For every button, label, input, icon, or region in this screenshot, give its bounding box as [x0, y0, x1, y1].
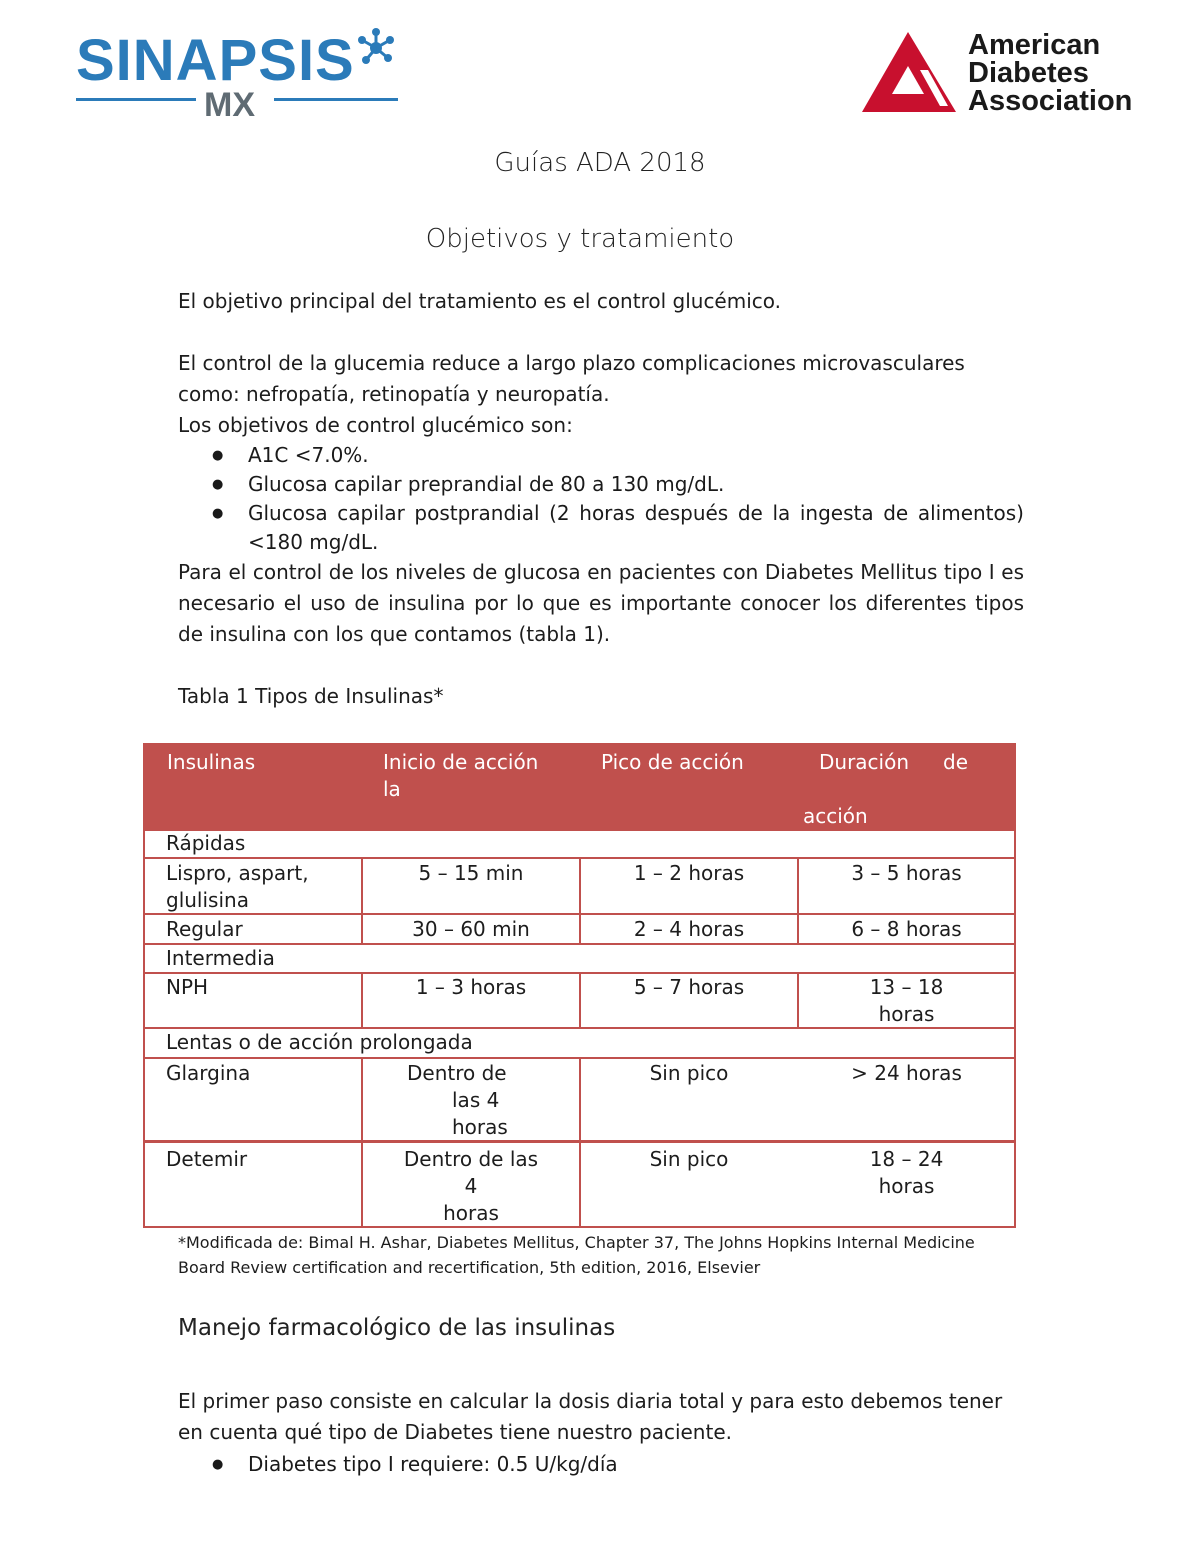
table-cell: Detemir — [166, 1147, 248, 1171]
sinapsis-logo-sub: MX — [204, 86, 255, 122]
table-caption: Tabla 1 Tipos de Insulinas* — [178, 684, 444, 708]
table-cell: Regular — [166, 917, 243, 941]
paragraph: Los objetivos de control glucémico son: — [178, 413, 573, 437]
sinapsis-mx-logo — [76, 18, 406, 122]
section-intermedia: Intermedia — [166, 946, 275, 970]
paragraph: en cuenta qué tipo de Diabetes tiene nuestro paciente. — [178, 1420, 732, 1444]
ada-logo — [862, 30, 1162, 114]
sinapsis-logo-name: SINAPSIS — [76, 28, 355, 93]
svg-text:Association: Association — [968, 85, 1133, 114]
table-cell: Glargina — [166, 1061, 251, 1085]
svg-text:Diabetes: Diabetes — [968, 57, 1089, 89]
table-cell: 1 – 3 horas — [415, 975, 527, 999]
table-cell: 13 – 18 — [869, 975, 944, 999]
footnote-line: Board Review certification and recertification, 5th edition, 2016, Elsevier — [178, 1258, 761, 1277]
table-cell: horas — [878, 1002, 935, 1026]
header-duracion: Duración — [819, 750, 910, 774]
list-item: ● A1C <7.0%. — [212, 441, 1024, 470]
paragraph: El objetivo principal del tratamiento es el control glucémico. — [178, 289, 782, 313]
page-title: Guías ADA 2018 — [494, 148, 706, 178]
sinapsis-star-icon — [358, 28, 394, 64]
table-cell: Sin pico — [649, 1147, 729, 1171]
paragraph: como: nefropatía, retinopatía y neuropatía. — [178, 382, 610, 406]
table-cell: 5 – 15 min — [418, 861, 524, 885]
page-subtitle: Objetivos y tratamiento — [425, 224, 735, 254]
table-cell: 2 – 4 horas — [633, 917, 745, 941]
table-cell: 3 – 5 horas — [851, 861, 962, 885]
table-cell: las 4 — [452, 1088, 500, 1112]
svg-text:American: American — [968, 30, 1101, 61]
table-cell: 30 – 60 min — [412, 917, 530, 941]
table-cell: 18 – 24 — [869, 1147, 944, 1171]
table-cell: horas — [878, 1174, 935, 1198]
header-pico: Pico de acción — [601, 750, 744, 774]
header-duracion-accion: acción — [803, 804, 868, 828]
dosing-list — [212, 1450, 1024, 1479]
insulin-table — [143, 743, 1016, 1228]
table-footnote — [178, 1230, 1024, 1280]
header-inicio: Inicio de acción — [383, 750, 539, 774]
footnote-line: *Modificada de: Bimal H. Ashar, Diabetes Mellitus, Chapter 37, The Johns Hopkins Internal Medicine — [178, 1233, 975, 1252]
section-heading: Manejo farmacológico de las insulinas — [178, 1315, 616, 1341]
table-cell: 5 – 7 horas — [633, 975, 745, 999]
ada-triangle-icon — [862, 32, 956, 112]
list-item: ● Glucosa capilar postprandial (2 horas después de la ingesta de alimentos) <180 mg/dL. — [212, 499, 1024, 557]
header-inicio-2: la — [383, 777, 401, 801]
paragraph: El primer paso consiste en calcular la dosis diaria total y para esto debemos tener — [178, 1389, 1003, 1413]
table-cell: Dentro de las — [403, 1147, 539, 1171]
section-rapidas: Rápidas — [166, 831, 246, 855]
paragraph: Para el control de los niveles de glucosa en pacientes con Diabetes Mellitus tipo I es necesario el uso de insulina por lo que es importante conocer los diferentes tipos de insulina con los que contamos (tabla 1). — [178, 560, 1024, 646]
table-cell: horas — [452, 1115, 508, 1139]
list-item: ● Glucosa capilar preprandial de 80 a 130 mg/dL. — [212, 470, 1024, 499]
table-cell: glulisina — [166, 888, 249, 912]
table-cell: Sin pico — [649, 1061, 729, 1085]
table-cell: horas — [443, 1201, 499, 1225]
list-item: ● Diabetes tipo I requiere: 0.5 U/kg/día — [212, 1450, 1024, 1479]
table-cell: 4 — [464, 1174, 478, 1198]
table-cell: > 24 horas — [851, 1061, 962, 1085]
table-cell: NPH — [166, 975, 209, 999]
table-cell: 6 – 8 horas — [851, 917, 962, 941]
table-cell: Dentro de — [407, 1061, 507, 1085]
table-header — [145, 745, 1014, 831]
paragraph: El control de la glucemia reduce a largo plazo complicaciones microvasculares — [178, 351, 965, 375]
table-cell: 1 – 2 horas — [633, 861, 745, 885]
header-insulinas: Insulinas — [167, 750, 256, 774]
section-lentas: Lentas o de acción prolongada — [166, 1030, 473, 1054]
goals-list — [212, 441, 1024, 557]
table-cell: Lispro, aspart, — [166, 861, 309, 885]
header-duracion-de: de — [943, 750, 968, 774]
